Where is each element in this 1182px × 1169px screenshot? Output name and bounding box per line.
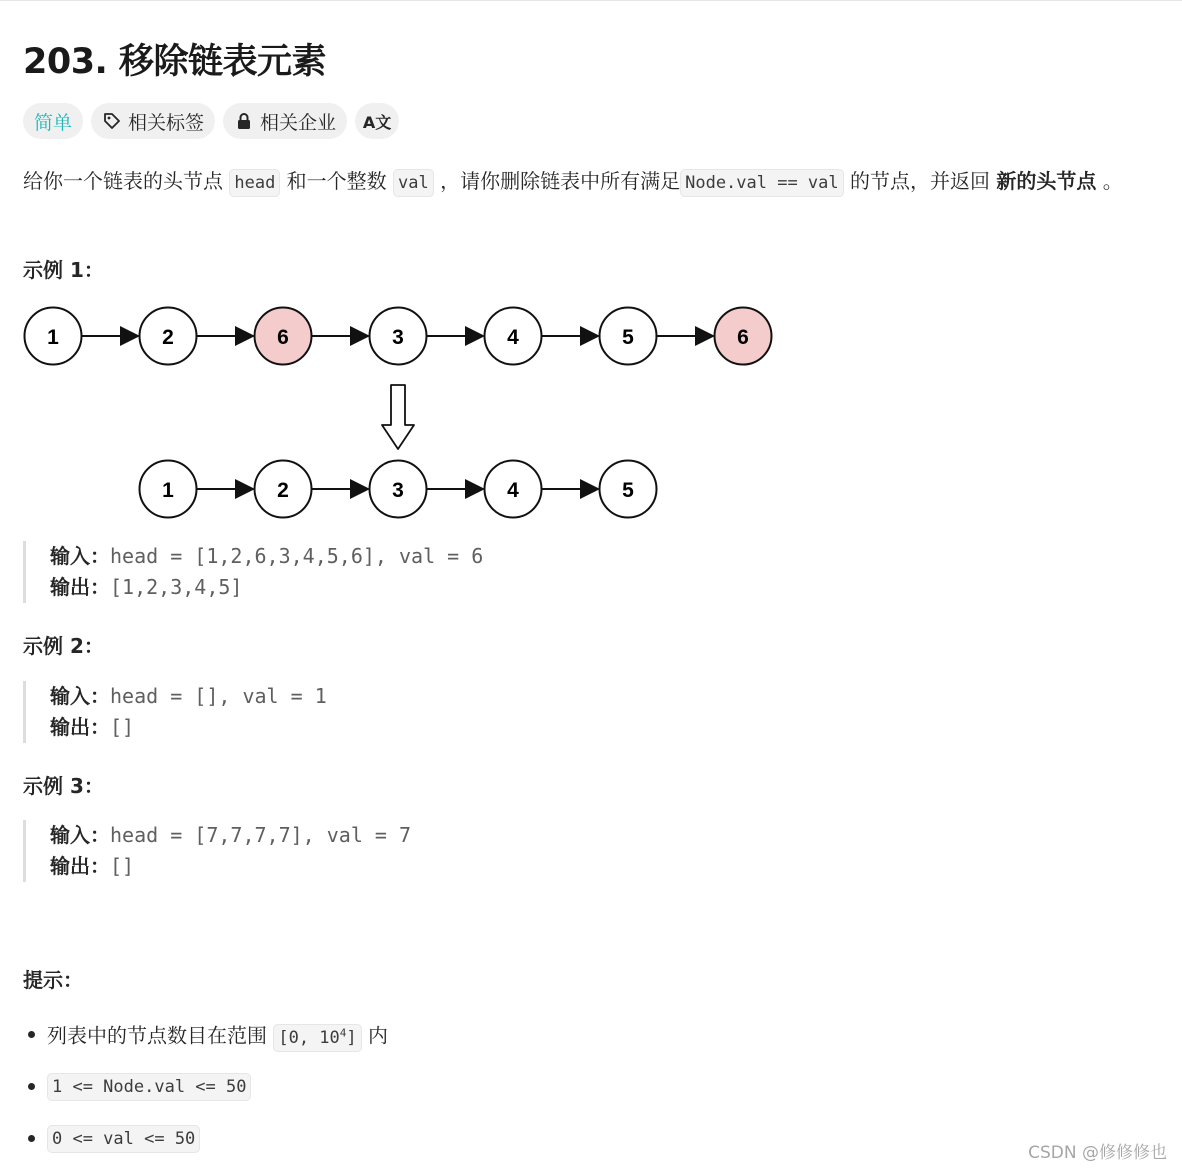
example-3-input: head = [7,7,7,7], val = 7 xyxy=(110,823,412,847)
top-divider xyxy=(0,0,1182,1)
node-label: 2 xyxy=(277,479,289,502)
companies-tag-button[interactable] xyxy=(223,103,347,139)
constraint-3-code: 0 <= val <= 50 xyxy=(47,1125,200,1153)
constraint-1-text: 列表中的节点数目在范围 xyxy=(47,1023,267,1048)
desc-text-1: 给你一个链表的头节点 xyxy=(23,169,223,193)
node-label: 1 xyxy=(162,479,174,502)
constraint-item xyxy=(23,1062,388,1114)
example-1-block xyxy=(23,541,483,603)
down-arrow-icon xyxy=(382,385,414,449)
input-label: 输入： xyxy=(50,544,110,568)
example-1-title: 示例 1： xyxy=(23,258,104,282)
desc-text-4: 的节点，并返回 xyxy=(850,169,990,193)
node-label: 3 xyxy=(392,479,404,502)
watermark: CSDN @修修修也 xyxy=(1028,1143,1167,1163)
node-label: 5 xyxy=(622,479,634,502)
desc-code-head: head xyxy=(229,169,280,197)
desc-bold: 新的头节点 xyxy=(996,169,1097,193)
node-label: 4 xyxy=(507,326,519,349)
constraint-2-code: 1 <= Node.val <= 50 xyxy=(47,1073,251,1101)
desc-code-val: val xyxy=(393,169,434,197)
input-label: 输入： xyxy=(50,823,110,847)
output-label: 输出： xyxy=(50,715,110,739)
topics-tag-button[interactable] xyxy=(91,103,215,139)
linked-list-diagram xyxy=(23,303,783,523)
node-label: 2 xyxy=(162,326,174,349)
translate-button[interactable] xyxy=(355,103,399,139)
node-label: 5 xyxy=(622,326,634,349)
output-label: 输出： xyxy=(50,854,110,878)
constraint-item xyxy=(23,1010,388,1062)
node-label: 4 xyxy=(507,479,519,502)
constraints-list xyxy=(23,1010,388,1166)
example-2-title: 示例 2： xyxy=(23,634,104,658)
desc-text-3: ，请你删除链表中所有满足 xyxy=(440,169,681,193)
example-2-output: [] xyxy=(110,715,135,739)
desc-code-condition: Node.val == val xyxy=(680,169,844,197)
example-1-input: head = [1,2,6,3,4,5,6], val = 6 xyxy=(110,544,484,568)
node-label: 1 xyxy=(47,326,59,349)
desc-text-5: 。 xyxy=(1102,169,1123,193)
example-3-title: 示例 3： xyxy=(23,774,104,798)
constraint-item xyxy=(23,1114,388,1166)
topics-tag-label: 相关标签 xyxy=(128,111,205,134)
difficulty-badge[interactable]: 简单 xyxy=(23,103,83,139)
desc-text-2: 和一个整数 xyxy=(286,169,387,193)
tag-icon xyxy=(102,111,122,131)
input-label: 输入： xyxy=(50,684,110,708)
example-3-block xyxy=(23,820,411,882)
example-3-output: [] xyxy=(110,854,135,878)
companies-tag-label: 相关企业 xyxy=(260,111,337,134)
constraint-1-code: [0, $10^4$] xyxy=(273,1024,361,1052)
problem-description xyxy=(23,163,1123,201)
node-label: 6 xyxy=(277,326,289,349)
list-after xyxy=(140,461,657,518)
constraints-title: 提示： xyxy=(23,968,83,992)
constraint-1-tail: 内 xyxy=(368,1023,389,1048)
node-label: 3 xyxy=(392,326,404,349)
example-2-input: head = [], val = 1 xyxy=(110,684,327,708)
translate-icon: A文 xyxy=(362,112,392,132)
lock-icon xyxy=(234,111,254,131)
tag-bar xyxy=(23,103,399,139)
example-2-block xyxy=(23,681,327,743)
node-label: 6 xyxy=(737,326,749,349)
page-title: 203. 移除链表元素 xyxy=(23,42,327,82)
list-before xyxy=(25,308,772,365)
output-label: 输出： xyxy=(50,575,110,599)
example-1-output: [1,2,3,4,5] xyxy=(110,575,243,599)
